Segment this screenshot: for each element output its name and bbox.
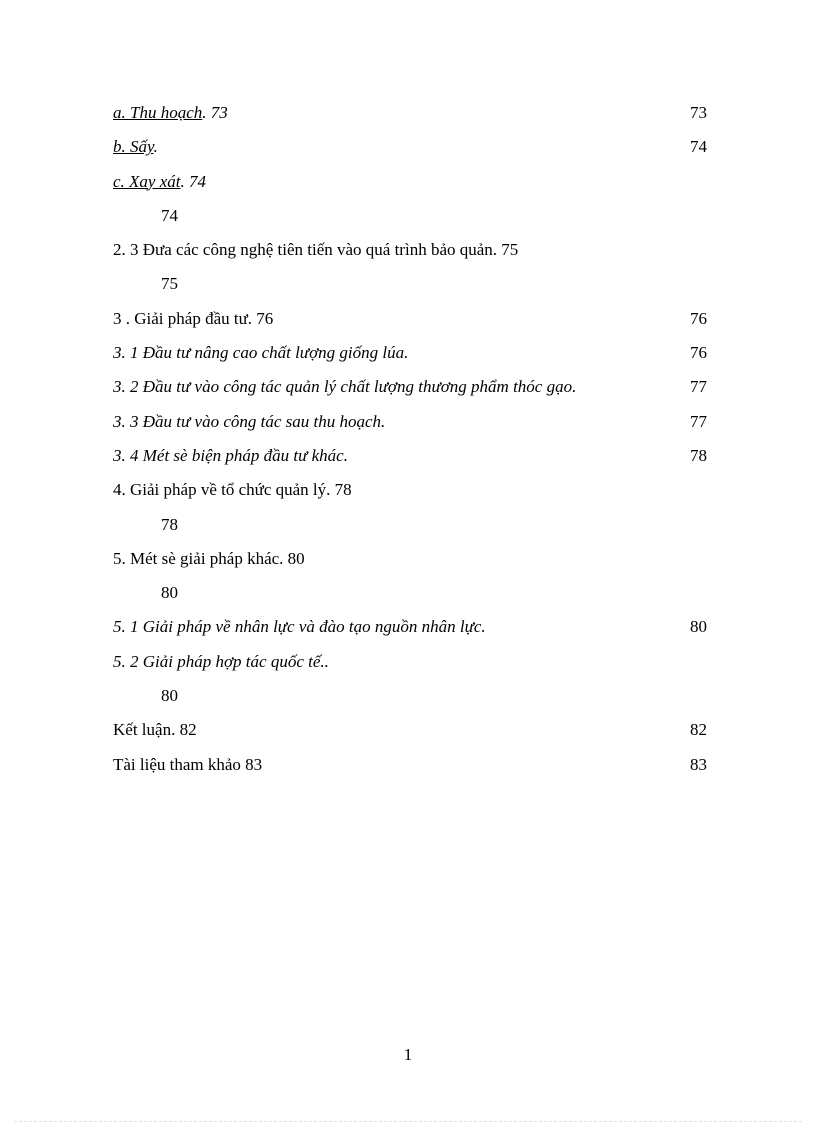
table-of-contents <box>113 100 713 786</box>
toc-entry[interactable] <box>113 134 713 168</box>
toc-entry[interactable] <box>113 374 713 408</box>
toc-entry[interactable] <box>113 717 713 751</box>
toc-entry-title: 3. 2 Đầu tư vào công tác quản lý chất lượng thương phẩm thóc gạo. <box>113 377 577 397</box>
toc-entry-title: 74 <box>161 205 178 225</box>
toc-entry[interactable] <box>113 683 713 717</box>
toc-entry[interactable] <box>113 100 713 134</box>
toc-entry[interactable] <box>113 580 713 614</box>
toc-entry-title: 5. Mét sè giải pháp khác. 80 <box>113 548 305 568</box>
toc-entry[interactable] <box>113 203 713 237</box>
toc-entry-title: b. Sấy. <box>113 137 158 157</box>
toc-entry[interactable] <box>113 169 713 203</box>
toc-entry-title: 3. 3 Đầu tư vào công tác sau thu hoạch. <box>113 411 386 431</box>
toc-entry[interactable] <box>113 477 713 511</box>
toc-entry-title: a. Thu hoạch. 73 <box>113 103 228 122</box>
toc-entry-title: 80 <box>161 583 178 603</box>
toc-entry-title: 80 <box>161 686 178 706</box>
toc-page-number: 77 <box>690 411 707 431</box>
page-bottom-divider <box>14 1121 802 1122</box>
toc-entry[interactable] <box>113 306 713 340</box>
toc-page-number: 77 <box>690 377 707 397</box>
toc-page-number: 78 <box>690 445 707 465</box>
toc-entry-title: 4. Giải pháp về tổ chức quản lý. 78 <box>113 480 352 500</box>
toc-entry[interactable] <box>113 237 713 271</box>
toc-entry[interactable] <box>113 443 713 477</box>
toc-entry[interactable] <box>113 649 713 683</box>
toc-entry-title: 2. 3 Đưa các công nghệ tiên tiến vào quá trình bảo quản. 75 <box>113 240 519 260</box>
toc-entry-title: 5. 2 Giải pháp hợp tác quốc tế.. <box>113 651 329 671</box>
toc-entry[interactable] <box>113 752 713 786</box>
toc-page-number: 74 <box>690 137 707 157</box>
toc-entry[interactable] <box>113 340 713 374</box>
toc-entry-title: c. Xay xát. 74 <box>113 171 206 191</box>
toc-entry[interactable] <box>113 614 713 648</box>
toc-entry-title: 5. 1 Giải pháp về nhân lực và đào tạo nguồn nhân lực. <box>113 617 486 637</box>
toc-entry[interactable] <box>113 512 713 546</box>
toc-entry-link-text[interactable]: a. Thu hoạch <box>113 103 203 122</box>
toc-entry-title: Kết luận. 82 <box>113 720 197 740</box>
toc-entry-link-text[interactable]: b. Sấy <box>113 137 154 157</box>
toc-page-number: 83 <box>690 754 707 774</box>
toc-entry-link-text[interactable]: c. Xay xát <box>113 171 181 191</box>
toc-page-number: 73 <box>690 103 707 122</box>
toc-entry[interactable] <box>113 271 713 305</box>
toc-entry-title: 3. 4 Mét sè biện pháp đầu tư khác. <box>113 445 348 465</box>
toc-page-number: 80 <box>690 617 707 637</box>
toc-entry-title: 75 <box>161 274 178 294</box>
toc-entry[interactable] <box>113 546 713 580</box>
toc-entry-title: 3. 1 Đầu tư nâng cao chất lượng giống lúa. <box>113 343 409 363</box>
toc-entry[interactable] <box>113 409 713 443</box>
toc-page-number: 76 <box>690 308 707 328</box>
toc-entry-title: Tài liệu tham khảo 83 <box>113 754 263 774</box>
toc-page-number: 76 <box>690 343 707 363</box>
page-number-footer: 1 <box>403 1045 413 1064</box>
toc-entry-title: 78 <box>161 514 178 534</box>
toc-entry-title: 3 . Giải pháp đầu tư. 76 <box>113 308 274 328</box>
toc-page-number: 82 <box>690 720 707 740</box>
